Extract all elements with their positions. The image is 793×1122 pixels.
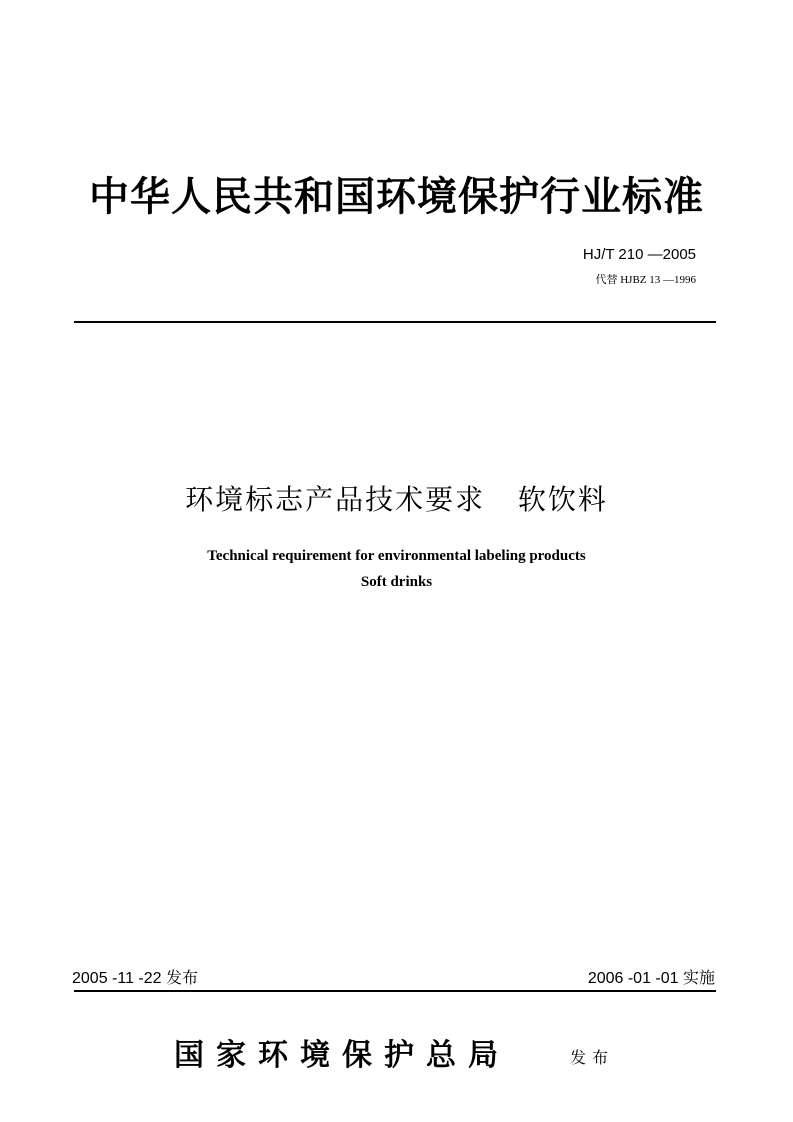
- standard-code: HJ/T 210 —2005: [582, 246, 696, 263]
- top-divider: [74, 321, 716, 323]
- effective-date: 2006 -01 -01 实施: [587, 970, 715, 987]
- bottom-divider: [74, 990, 716, 992]
- english-title-line-1: Technical requirement for environmental labeling products: [207, 548, 586, 564]
- english-title-line-2: Soft drinks: [360, 574, 433, 590]
- issue-action: 发布: [570, 1048, 615, 1067]
- issuing-authority: 国家环境保护总局: [174, 1038, 510, 1073]
- publish-date: 2005 -11 -22 发布: [72, 970, 198, 987]
- document-title-english: [0, 543, 793, 595]
- replaces-standard: 代替 HJBZ 13 —1996: [595, 274, 696, 286]
- standard-category-title: 中华人民共和国环境保护行业标准: [89, 173, 704, 220]
- document-title-chinese: 环境标志产品技术要求 软饮料: [185, 483, 608, 516]
